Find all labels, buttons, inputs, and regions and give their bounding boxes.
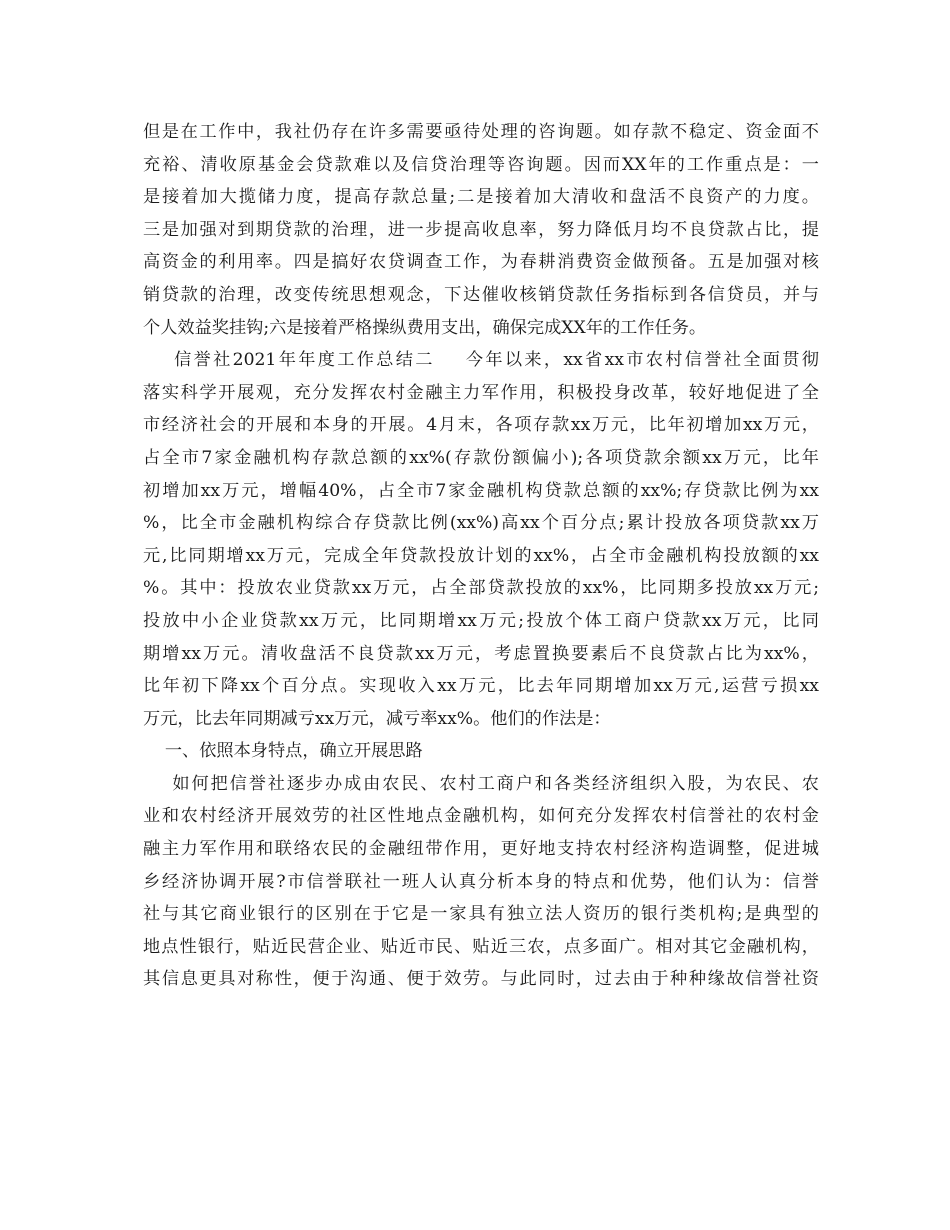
text-line-2: 充裕、清收原基金会贷款难以及信贷治理等咨询题。因而XX年的工作重点是：一 xyxy=(143,154,819,175)
text-line-23: 融主力军作用和联络农民的金融纽带作用，更好地支持农村经济构造调整，促进城 xyxy=(143,839,819,860)
text-line-25: 社与其它商业银行的区别在于它是一家具有独立法人资历的银行类机构;是典型的 xyxy=(143,904,819,925)
text-line-6: 销贷款的治理，改变传统思想观念，下达催收核销贷款任务指标到各信贷员，并与 xyxy=(143,284,819,305)
text-line-12: 初增加xx万元，增幅40%，占全市7家金融机构贷款总额的xx%;存贷款比例为xx xyxy=(143,480,819,501)
text-line-19: 万元，比去年同期减亏xx万元，减亏率xx%。他们的作法是： xyxy=(143,708,611,729)
text-line-24: 乡经济协调开展?市信誉联社一班人认真分析本身的特点和优势，他们认为：信誉 xyxy=(143,871,819,892)
text-line-10: 市经济社会的开展和本身的开展。4月末，各项存款xx万元，比年初增加xx万元， xyxy=(143,415,819,436)
text-line-21: 如何把信誉社逐步办成由农民、农村工商户和各类经济组织入股，为农民、农 xyxy=(143,773,819,794)
text-line-22: 业和农村经济开展效劳的社区性地点金融机构，如何充分发挥农村信誉社的农村金 xyxy=(143,806,819,827)
text-line-1: 但是在工作中，我社仍存在许多需要亟待处理的咨询题。如存款不稳定、资金面不 xyxy=(143,122,819,142)
section-heading-1: 一、依照本身特点，确立开展思路 xyxy=(143,741,423,762)
text-line-27: 其信息更具对称性，便于沟通、便于效劳。与此同时，过去由于种种缘故信誉社资 xyxy=(143,969,819,990)
text-line-14: 元,比同期增xx万元，完成全年贷款投放计划的xx%，占全市金融机构投放额的xx xyxy=(143,545,819,566)
text-line-7: 个人效益奖挂钩;六是接着严格操纵费用支出，确保完成XX年的工作任务。 xyxy=(143,317,707,338)
body-text xyxy=(143,116,819,996)
text-line-16: 投放中小企业贷款xx万元，比同期增xx万元;投放个体工商户贷款xx万元，比同 xyxy=(143,610,819,631)
text-line-5: 高资金的利用率。四是搞好农贷调查工作，为春耕消费资金做预备。五是加强对核 xyxy=(143,252,819,273)
text-line-8: 信誉社2021年年度工作总结二 今年以来，xx省xx市农村信誉社全面贯彻 xyxy=(143,350,819,371)
text-line-11: 占全市7家金融机构存款总额的xx%(存款份额偏小);各项贷款余额xx万元，比年 xyxy=(143,447,819,468)
text-line-18: 比年初下降xx个百分点。实现收入xx万元，比去年同期增加xx万元,运营亏损xx xyxy=(143,676,819,697)
text-line-17: 期增xx万元。清收盘活不良贷款xx万元，考虑置换要素后不良贷款占比为xx%， xyxy=(143,643,819,664)
text-line-9: 落实科学开展观，充分发挥农村金融主力军作用，积极投身改革，较好地促进了全 xyxy=(143,382,819,403)
text-line-3: 是接着加大揽储力度，提高存款总量;二是接着加大清收和盘活不良资产的力度。 xyxy=(143,187,819,208)
text-line-13: %，比全市金融机构综合存贷款比例(xx%)高xx个百分点;累计投放各项贷款xx万 xyxy=(143,513,819,534)
text-line-26: 地点性银行，贴近民营企业、贴近市民、贴近三农，点多面广。相对其它金融机构， xyxy=(143,936,819,957)
text-line-15: %。其中：投放农业贷款xx万元，占全部贷款投放的xx%，比同期多投放xx万元; xyxy=(143,578,819,599)
text-line-4: 三是加强对到期贷款的治理，进一步提高收息率，努力降低月均不良贷款占比，提 xyxy=(143,219,819,240)
